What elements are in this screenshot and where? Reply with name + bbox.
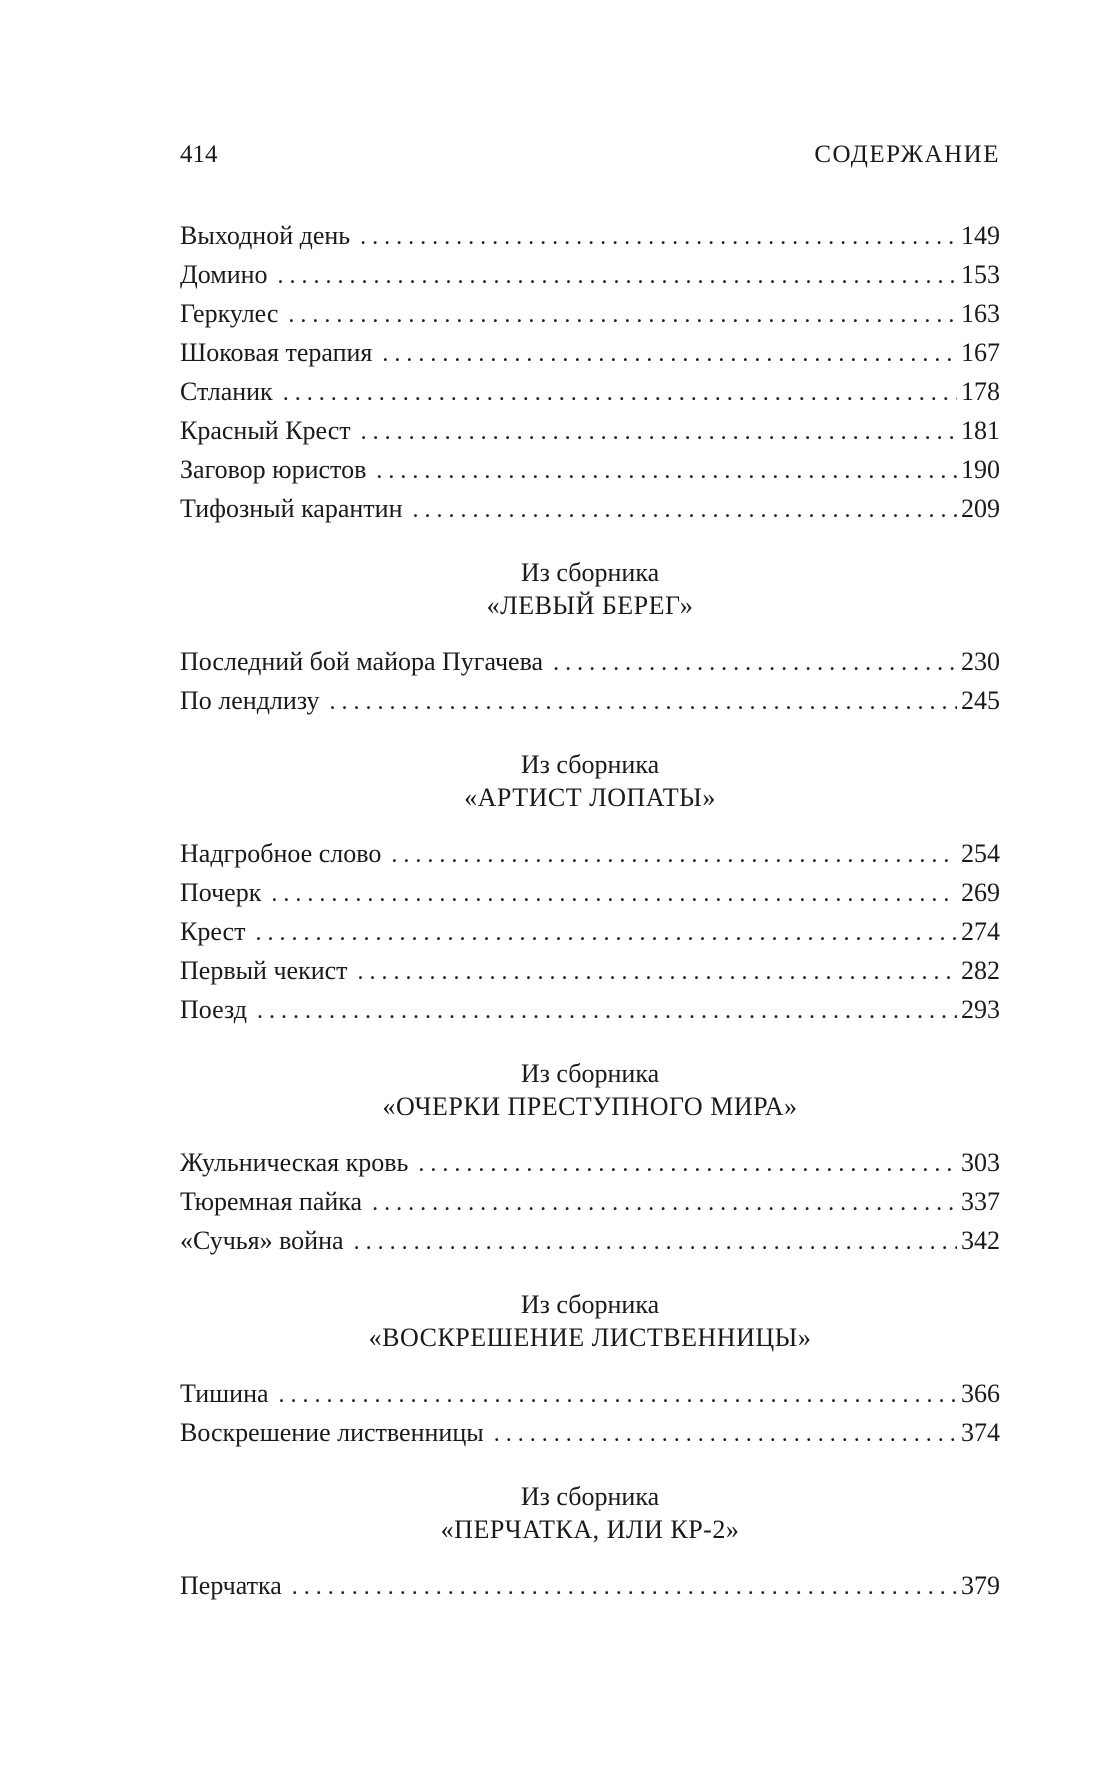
toc-entry: [180, 411, 1000, 450]
toc-entry: [180, 450, 1000, 489]
toc-entry: [180, 1566, 1000, 1605]
collection-heading: [180, 720, 1000, 834]
dot-leader: [382, 335, 957, 374]
dot-leader: [553, 644, 957, 683]
toc-entry-page-number: 209: [961, 494, 1000, 523]
toc-entry-title: Красный Крест: [180, 416, 351, 445]
collection-heading: [180, 1452, 1000, 1566]
dot-leader: [283, 374, 957, 413]
collection-section: [180, 528, 1000, 720]
toc-entry: [180, 642, 1000, 681]
toc-entry: [180, 333, 1000, 372]
dot-leader: [391, 836, 957, 875]
toc-entry-page-number: 342: [961, 1226, 1000, 1255]
toc-entry-title: Первый чекист: [180, 956, 348, 985]
toc-entry: [180, 1413, 1000, 1452]
toc-entry-title: Геркулес: [180, 299, 279, 328]
dot-leader: [360, 218, 957, 257]
toc-entry-page-number: 274: [961, 917, 1000, 946]
collection-heading: [180, 1260, 1000, 1374]
toc-entry-title: Надгробное слово: [180, 839, 382, 868]
toc-entry-title: Домино: [180, 260, 268, 289]
toc-entry: [180, 1374, 1000, 1413]
dot-leader: [278, 257, 957, 296]
book-page: [180, 0, 1000, 1777]
collection-title: «ОЧЕРКИ ПРЕСТУПНОГО МИРА»: [382, 1092, 798, 1121]
collection-title: «АРТИСТ ЛОПАТЫ»: [464, 783, 716, 812]
toc-entry-page-number: 337: [961, 1187, 1000, 1216]
dot-leader: [257, 992, 957, 1031]
toc-entry-title: Почерк: [180, 878, 262, 907]
dot-leader: [292, 1568, 957, 1607]
table-of-contents: [180, 216, 1000, 1605]
collection-title: «ЛЕВЫЙ БЕРЕГ»: [486, 591, 694, 620]
toc-entry-title: Крест: [180, 917, 246, 946]
toc-entry-page-number: 293: [961, 995, 1000, 1024]
toc-entry-page-number: 254: [961, 839, 1000, 868]
toc-entry-title: Поезд: [180, 995, 247, 1024]
toc-entry-title: Последний бой майора Пугачева: [180, 647, 544, 676]
toc-entry: [180, 834, 1000, 873]
collection-heading: [180, 528, 1000, 642]
collection-section: [180, 1452, 1000, 1605]
toc-entry-page-number: 149: [961, 221, 1000, 250]
toc-entry-title: Тишина: [180, 1379, 269, 1408]
toc-entry-page-number: 379: [961, 1571, 1000, 1600]
collection-label: Из сборника: [520, 1482, 660, 1511]
collection-section: [180, 720, 1000, 1029]
dot-leader: [418, 1145, 957, 1184]
toc-entry-page-number: 303: [961, 1148, 1000, 1177]
toc-entry-page-number: 190: [961, 455, 1000, 484]
toc-entry-page-number: 181: [961, 416, 1000, 445]
toc-entry-page-number: 153: [961, 260, 1000, 289]
dot-leader: [358, 953, 957, 992]
dot-leader: [372, 1184, 957, 1223]
collection-label: Из сборника: [520, 1290, 660, 1319]
collection-label: Из сборника: [520, 558, 660, 587]
toc-entry-page-number: 178: [961, 377, 1000, 406]
dot-leader: [271, 875, 957, 914]
toc-entry: [180, 990, 1000, 1029]
dot-leader: [376, 452, 957, 491]
toc-entry-title: По лендлизу: [180, 686, 320, 715]
running-head: [180, 138, 1000, 172]
toc-entry-title: Выходной день: [180, 221, 351, 250]
toc-entry: [180, 255, 1000, 294]
toc-entry: [180, 873, 1000, 912]
toc-entry: [180, 372, 1000, 411]
collection-label: Из сборника: [520, 750, 660, 779]
dot-leader: [494, 1415, 957, 1454]
page-number: 414: [180, 141, 218, 168]
dot-leader: [279, 1376, 957, 1415]
toc-entry-page-number: 167: [961, 338, 1000, 367]
dot-leader: [288, 296, 957, 335]
collection-section: [180, 1029, 1000, 1260]
dot-leader: [330, 683, 957, 722]
toc-entry-page-number: 245: [961, 686, 1000, 715]
toc-entry-title: Тифозный карантин: [180, 494, 403, 523]
toc-entry: [180, 1182, 1000, 1221]
toc-entry-page-number: 282: [961, 956, 1000, 985]
toc-entry-title: «Сучья» война: [180, 1226, 344, 1255]
toc-entry-title: Жульническая кровь: [180, 1148, 409, 1177]
dot-leader: [361, 413, 957, 452]
toc-entry: [180, 681, 1000, 720]
toc-entry-title: Тюремная пайка: [180, 1187, 363, 1216]
toc-entry-page-number: 269: [961, 878, 1000, 907]
collection-section: [180, 1260, 1000, 1452]
collection-title: «ПЕРЧАТКА, ИЛИ КР-2»: [440, 1515, 740, 1544]
dot-leader: [255, 914, 957, 953]
toc-entry-page-number: 366: [961, 1379, 1000, 1408]
toc-entry-page-number: 374: [961, 1418, 1000, 1447]
toc-entry-page-number: 163: [961, 299, 1000, 328]
running-title: СОДЕРЖАНИЕ: [814, 141, 1000, 168]
toc-entry-title: Стланик: [180, 377, 273, 406]
toc-entry-title: Шоковая терапия: [180, 338, 373, 367]
toc-entry-page-number: 230: [961, 647, 1000, 676]
collection-label: Из сборника: [520, 1059, 660, 1088]
toc-entry: [180, 1143, 1000, 1182]
toc-entry-title: Перчатка: [180, 1571, 282, 1600]
dot-leader: [354, 1223, 957, 1262]
collection-heading: [180, 1029, 1000, 1143]
collection-title: «ВОСКРЕШЕНИЕ ЛИСТВЕННИЦЫ»: [368, 1323, 812, 1352]
toc-entry: [180, 951, 1000, 990]
toc-entry-title: Воскрешение лиственницы: [180, 1418, 484, 1447]
toc-entry: [180, 1221, 1000, 1260]
toc-entry-title: Заговор юристов: [180, 455, 367, 484]
toc-entry: [180, 912, 1000, 951]
toc-entry: [180, 216, 1000, 255]
dot-leader: [413, 491, 958, 530]
toc-entry: [180, 294, 1000, 333]
toc-entry: [180, 489, 1000, 528]
